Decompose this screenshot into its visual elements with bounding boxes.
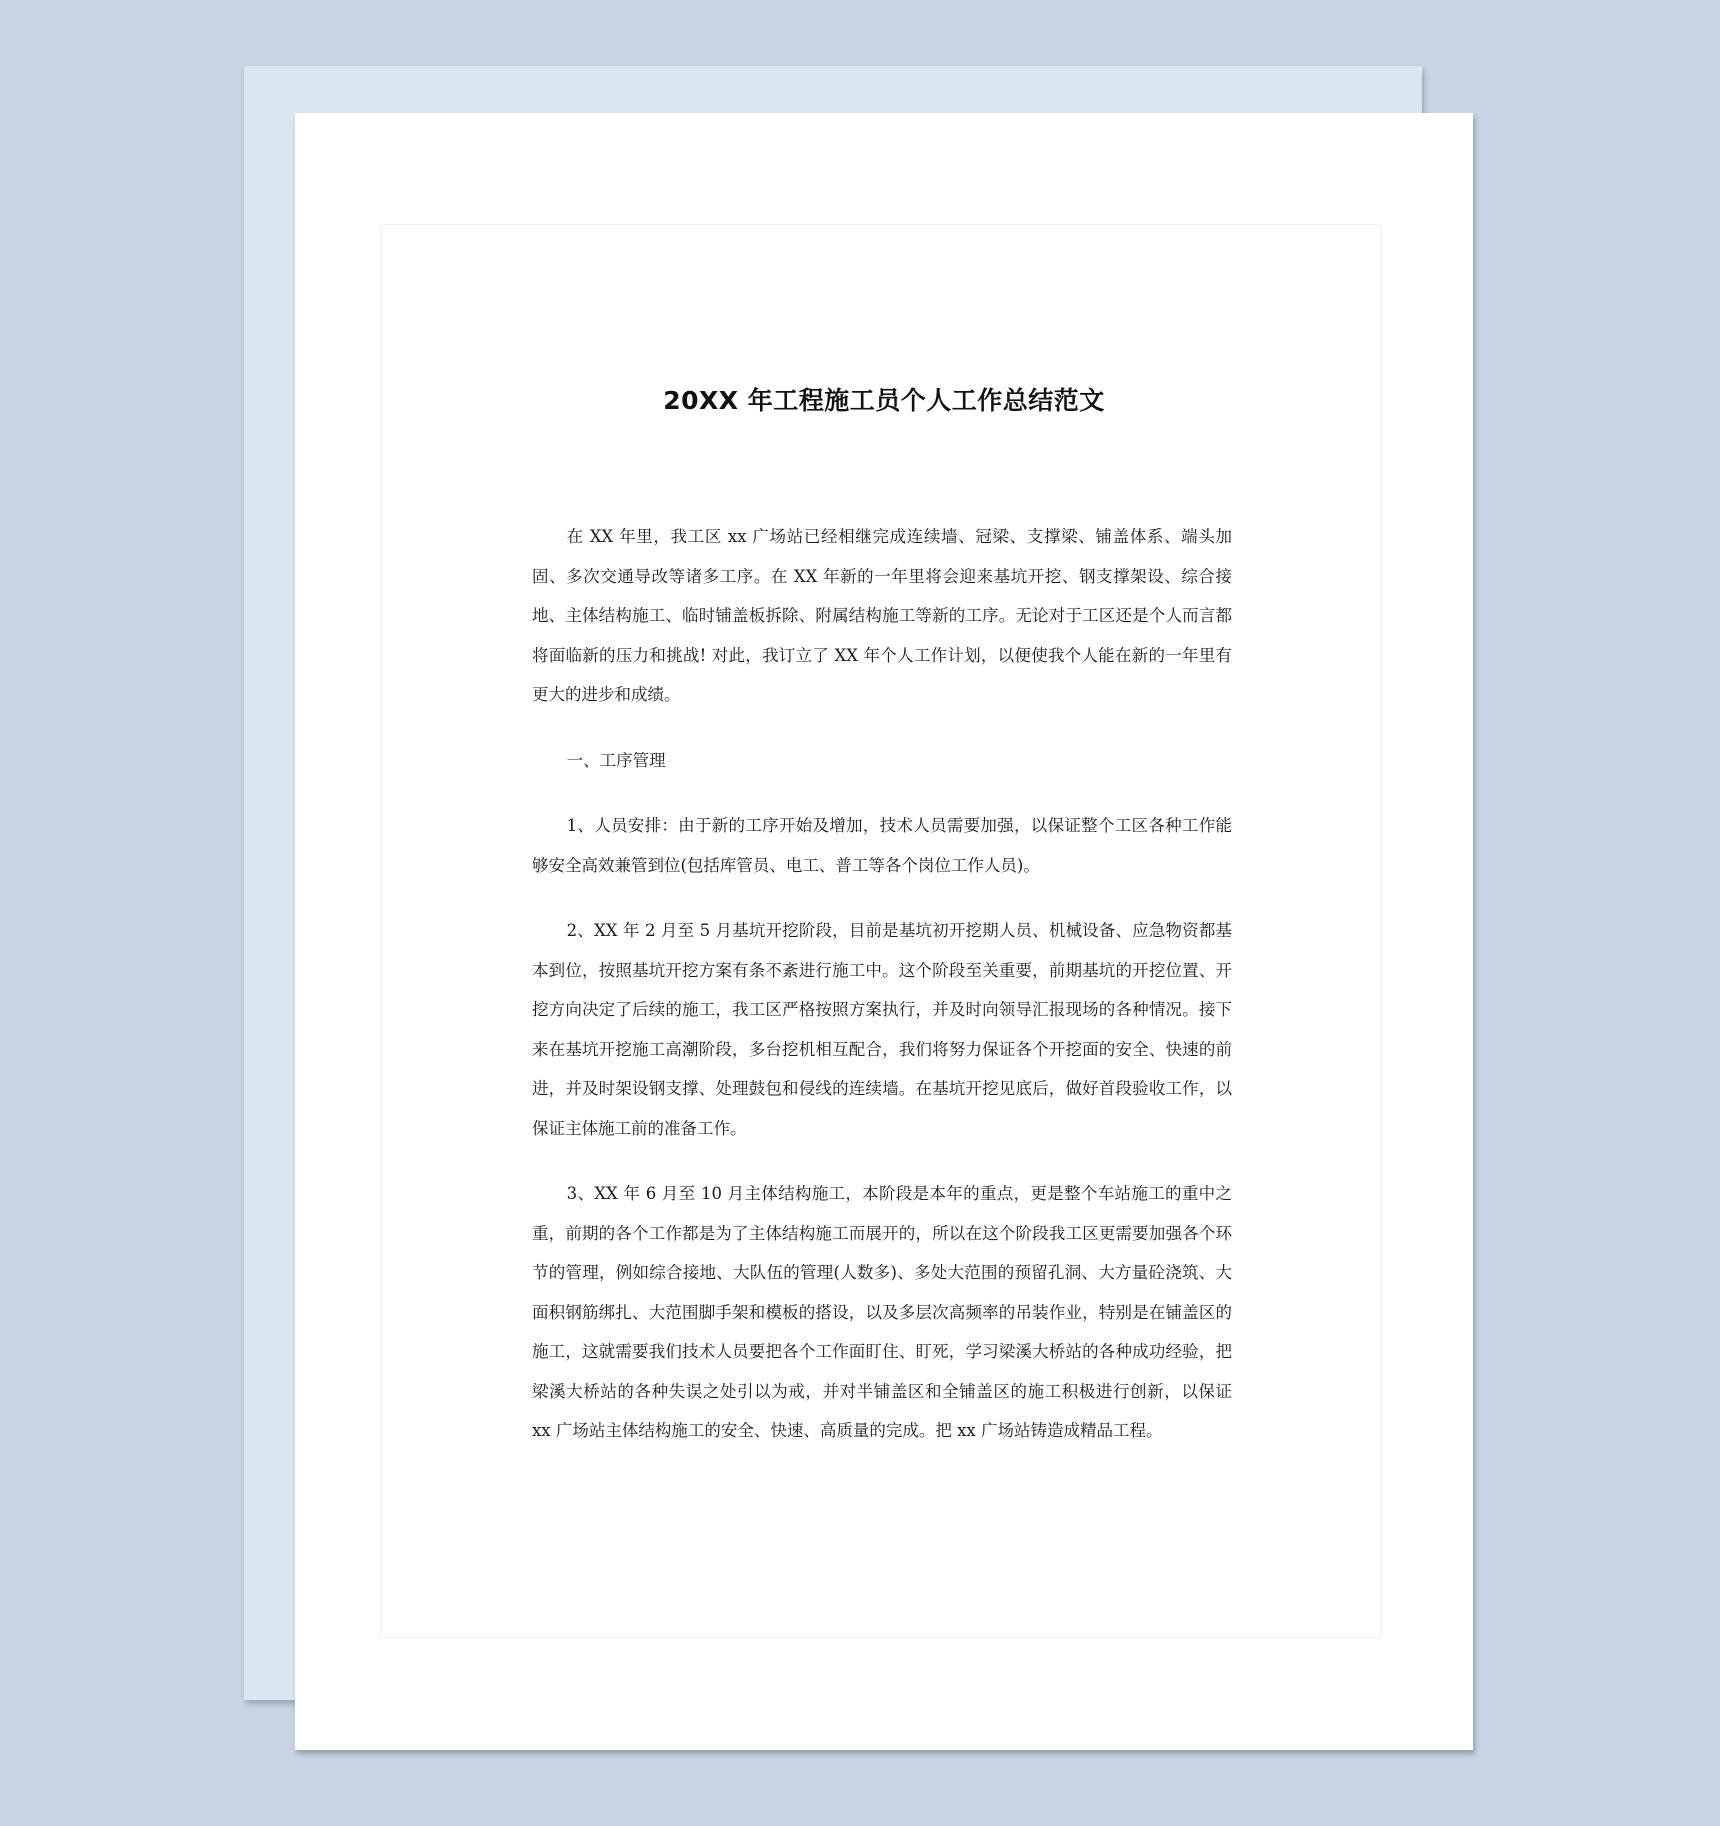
intro-paragraph: 在 XX 年里，我工区 xx 广场站已经相继完成连续墙、冠梁、支撑梁、铺盖体系、端头加固、多次交通导改等诸多工序。在 XX 年新的一年里将会迎来基坑开挖、钢支撑架设、综合接地、主体结构施工、临时铺盖板拆除、附属结构施工等新的工序。无论对于工区还是个人而言都将面临新的压力和挑战! 对此，我订立了 XX 年个人工作计划，以便使我个人能在新的一年里有更大的进步和成绩。 <box>532 527 1232 704</box>
list-item-excavation-phase: 2、XX 年 2 月至 5 月基坑开挖阶段，目前是基坑初开挖期人员、机械设备、应急物资都基本到位，按照基坑开挖方案有条不紊进行施工中。这个阶段至关重要，前期基坑的开挖位置、开挖方向决定了后续的施工，我工区严格按照方案执行，并及时向领导汇报现场的各种情况。接下来在基坑开挖施工高潮阶段，多台挖机相互配合，我们将努力保证各个开挖面的安全、快速的前进，并及时架设钢支撑、处理鼓包和侵线的连续墙。在基坑开挖见底后，做好首段验收工作，以保证主体施工前的准备工作。 <box>532 921 1232 1138</box>
document-page <box>295 113 1473 1750</box>
section-heading-process-management: 一、工序管理 <box>566 750 666 770</box>
list-item-main-structure-phase: 3、XX 年 6 月至 10 月主体结构施工，本阶段是本年的重点，更是整个车站施工的重中之重，前期的各个工作都是为了主体结构施工而展开的，所以在这个阶段我工区更需要加强各个环节的管理，例如综合接地、大队伍的管理(人数多)、多处大范围的预留孔洞、大方量砼浇筑、大面积钢筋绑扎、大范围脚手架和模板的搭设，以及多层次高频率的吊装作业，特别是在铺盖区的施工，这就需要我们技术人员要把各个工作面盯住、盯死，学习梁溪大桥站的各种成功经验，把梁溪大桥站的各种失误之处引以为戒，并对半铺盖区和全铺盖区的施工积极进行创新，以保证 xx 广场站主体结构施工的安全、快速、高质量的完成。把 xx 广场站铸造成精品工程。 <box>532 1184 1232 1440</box>
document-body <box>532 517 1232 1477</box>
document-title: 20XX 年工程施工员个人工作总结范文 <box>663 386 1105 415</box>
list-item-staffing: 1、人员安排：由于新的工序开始及增加，技术人员需要加强，以保证整个工区各种工作能够安全高效兼管到位(包括库管员、电工、普工等各个岗位工作人员)。 <box>532 816 1232 875</box>
